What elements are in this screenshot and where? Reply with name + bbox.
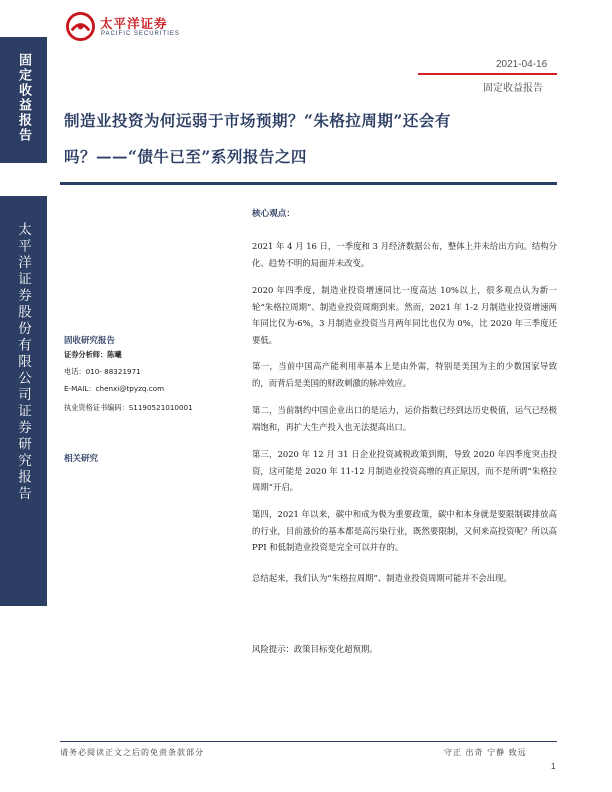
sidebar-company-label: 太平洋证券股份有限公司证券研究报告 — [15, 222, 31, 503]
paragraph-6: 第四，2021 年以来，碳中和成为极为重要政策，碳中和本身就是要限制碳排放高的行业，目前涨价的基本都是高污染行业，既然要限制，又何来高投资呢？所以高 PPI 和低制造业投资是完全可以并存的。 — [252, 509, 557, 552]
paragraph-4: 第二，当前制约中国企业出口的是运力，运价指数已经到达历史极值，运气已经极端饱和，再扩大生产投入也无法提高出口。 — [252, 405, 557, 432]
risk-warning: 风险提示：政策目标变化超预期。 — [252, 644, 378, 654]
team-heading: 固收研究报告 — [64, 336, 116, 346]
title-divider — [60, 182, 557, 185]
analyst-license: 执业资格证书编码：S1190521010001 — [64, 403, 193, 412]
footer-disclaimer: 请务必阅读正文之后的免责条款部分 — [60, 748, 204, 757]
company-logo-icon — [66, 12, 95, 41]
related-research-heading: 相关研究 — [64, 454, 99, 464]
report-type: 固定收益报告 — [483, 83, 543, 94]
footer-motto: 守正 出奇 宁静 致远 — [444, 748, 527, 757]
analyst-email: E-MAIL：chenxi@tpyzq.com — [64, 384, 165, 393]
paragraph-2: 2020 年四季度，制造业投资增速同比一度高达 10%以上，很多观点认为新一轮“朱格拉周期”、制造业投资周期到来。然而，2021 年 1-2 月制造业投资增速两年同比仅为-6%，3 月制造业投资当月两年同比也仅为 0%，比 2020 年三季度还要低。 — [252, 285, 557, 345]
sidebar-company-bar — [0, 196, 47, 606]
header-divider — [418, 73, 557, 75]
paragraph-1: 2021 年 4 月 16 日，一季度和 3 月经济数据公布，整体上并未给出方向。结构分化、趋势不明的局面并未改变。 — [252, 241, 557, 268]
analyst-line — [64, 350, 122, 360]
sidebar-category-bar — [0, 37, 47, 163]
logo-chinese-text: 太平洋证券 — [100, 16, 168, 31]
analyst-phone: 电话：010- 88321971 — [64, 367, 141, 376]
paragraph-7: 总结起来，我们认为“朱格拉周期”、制造业投资周期可能并不会出现。 — [252, 573, 512, 583]
page-number: 1 — [551, 762, 556, 771]
logo-english-text: PACIFIC SECURITIES — [101, 31, 180, 37]
analyst-label: 证券分析师： — [64, 350, 108, 359]
footer-divider — [60, 741, 557, 742]
paragraph-5: 第三，2020 年 12 月 31 日企业投资减税政策到期，导致 2020 年四季度突击投资，这可能是 2020 年 11-12 月制造业投资高增的真正原因，而不是所谓“朱格拉周期”开启。 — [252, 449, 557, 492]
paragraph-3: 第一，当前中国高产能利用率基本上是由外需，特别是美国为主的少数国家导致的，而背后是美国的财政刺激的脉冲效应。 — [252, 361, 557, 388]
report-title — [64, 103, 554, 175]
analyst-name: 陈曦 — [107, 350, 122, 359]
title-line-2: 吗？——“债牛已至”系列报告之四 — [64, 147, 307, 166]
title-line-1: 制造业投资为何远弱于市场预期？“朱格拉周期”还会有 — [64, 111, 451, 130]
sidebar-category-label: 固定收益报告 — [16, 53, 31, 143]
key-points-heading: 核心观点： — [252, 209, 295, 219]
report-date: 2021-04-16 — [496, 59, 548, 70]
